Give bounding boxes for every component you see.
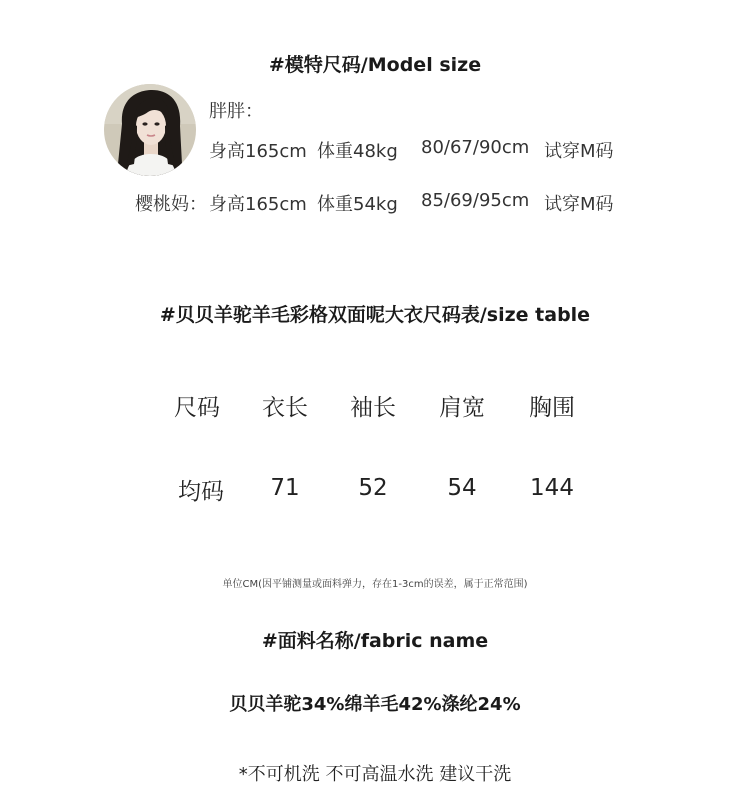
model-photo <box>104 84 196 176</box>
fabric-composition: 贝贝羊驼34%绵羊毛42%涤纶24% <box>229 694 521 715</box>
table-cell-length: 71 <box>270 475 300 501</box>
table-header-chest: 胸围 <box>529 395 575 421</box>
model-1-fit: 试穿M码 <box>544 141 614 162</box>
model-1-height: 身高165cm <box>209 141 307 162</box>
fabric-heading: #面料名称/fabric name <box>261 630 489 652</box>
table-header-shoulder: 肩宽 <box>439 395 485 421</box>
model-2-height: 身高165cm <box>209 194 307 215</box>
table-cell-sleeve: 52 <box>358 475 388 501</box>
table-header-length: 衣长 <box>262 395 308 421</box>
model-size-heading: #模特尺码/Model size <box>268 54 482 76</box>
model-1-weight: 体重48kg <box>317 141 398 162</box>
model-1-name: 胖胖： <box>209 101 263 122</box>
size-table-heading: #贝贝羊驼羊毛彩格双面呢大衣尺码表/size table <box>159 304 591 326</box>
model-2-weight: 体重54kg <box>317 194 398 215</box>
table-header-sleeve: 袖长 <box>350 395 396 421</box>
model-2-fit: 试穿M码 <box>544 194 614 215</box>
table-cell-shoulder: 54 <box>447 475 477 501</box>
model-avatar <box>104 84 196 176</box>
model-2-measurements: 85/69/95cm <box>421 190 530 211</box>
model-1-measurements: 80/67/90cm <box>421 137 530 158</box>
measurement-note: 单位CM(因平铺测量或面料弹力，存在1-3cm的误差，属于正常范围) <box>222 579 528 590</box>
care-instructions: *不可机洗 不可高温水洗 建议干洗 <box>238 764 512 785</box>
table-cell-size: 均码 <box>178 479 224 505</box>
table-cell-chest: 144 <box>530 475 574 501</box>
table-header-size: 尺码 <box>174 395 220 421</box>
model-2-name: 樱桃妈： <box>135 194 207 215</box>
